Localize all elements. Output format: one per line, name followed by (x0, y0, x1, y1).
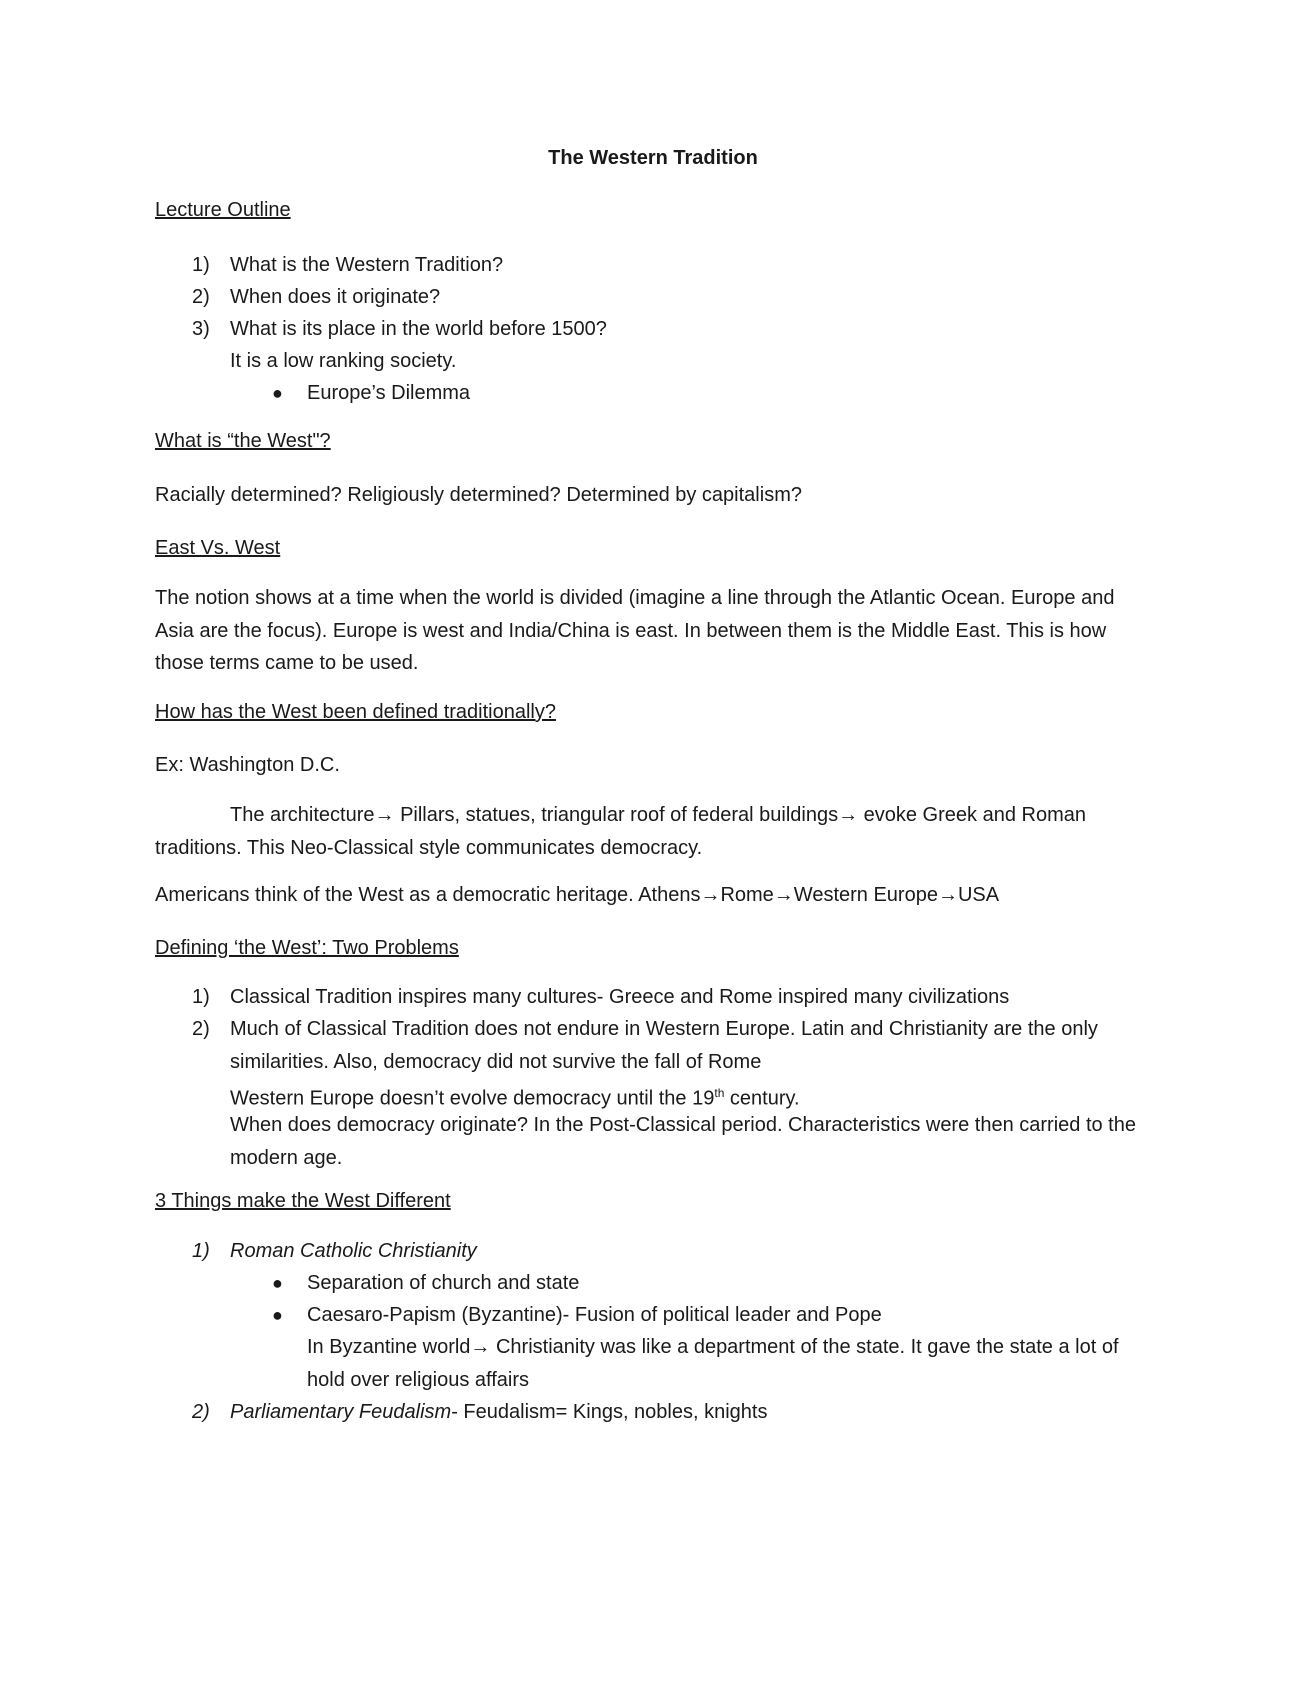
what-is-west-heading: What is “the West"? (155, 430, 331, 452)
list-number: 2) (192, 286, 210, 308)
continuation-text: century. (724, 1087, 800, 1110)
east-vs-west-text: The notion shows at a time when the world is divided (imagine a line through the Atlantic Ocean. Europe and Asia are the focus). Europe is west and India/China is east. In between them is the Middle East. This is how those terms came to be used. (155, 587, 1115, 674)
east-vs-west-heading: East Vs. West (155, 537, 281, 559)
list-text (230, 1396, 767, 1429)
list-text: Roman Catholic Christianity (230, 1240, 477, 1262)
list-text: When does it originate? (230, 286, 441, 308)
list-continuation: When does democracy originate? In the Post-Classical period. Characteristics were then carried to the modern age. (230, 1114, 1136, 1169)
architecture-text: The architecture→ Pillars, statues, triangular roof of federal buildings→ evoke Greek and Roman traditions. This Neo-Classical style communicates democracy. (155, 804, 1086, 859)
continuation-text: It is a low ranking society. (230, 350, 457, 372)
what-is-west-text: Racially determined? Religiously determined? Determined by capitalism? (155, 484, 802, 506)
list-number: 1) (192, 1240, 210, 1262)
americans-text: Americans think of the West as a democratic heritage. Athens→Rome→Western Europe→USA (155, 884, 1000, 906)
two-problems-heading: Defining ‘the West’: Two Problems (155, 937, 459, 959)
bullet-continuation: In Byzantine world→ Christianity was like a department of the state. It gave the state a lot of hold over religious affairs (307, 1336, 1119, 1391)
list-number: 2) (192, 1018, 210, 1040)
list-number: 1) (192, 254, 210, 276)
lecture-outline-heading: Lecture Outline (155, 199, 291, 221)
list-number: 2) (192, 1401, 210, 1423)
superscript: th (714, 1086, 725, 1100)
document-title: The Western Tradition (548, 147, 758, 169)
list-text: What is its place in the world before 1500? (230, 318, 607, 340)
list-definition: - Feudalism= Kings, nobles, knights (451, 1401, 768, 1423)
bullet-text: Caesaro-Papism (Byzantine)- Fusion of political leader and Pope (307, 1304, 882, 1326)
bullet-icon: ● (272, 1273, 283, 1293)
list-text: Much of Classical Tradition does not endure in Western Europe. Latin and Christianity are the only similarities. Also, democracy did not survive the fall of Rome (230, 1018, 1098, 1073)
defined-traditionally-heading: How has the West been defined traditionally? (155, 701, 556, 723)
list-text: Classical Tradition inspires many cultures- Greece and Rome inspired many civilizations (230, 986, 1010, 1008)
list-number: 3) (192, 318, 210, 340)
continuation-text: Western Europe doesn’t evolve democracy until the 19 (230, 1087, 715, 1110)
list-text: What is the Western Tradition? (230, 254, 504, 276)
bullet-icon: ● (272, 1305, 283, 1325)
bullet-text: Europe’s Dilemma (307, 382, 471, 404)
example-text: Ex: Washington D.C. (155, 754, 340, 776)
list-term: Parliamentary Feudalism (230, 1401, 452, 1423)
bullet-icon: ● (272, 383, 283, 403)
bullet-text: Separation of church and state (307, 1272, 580, 1294)
three-things-heading: 3 Things make the West Different (155, 1190, 451, 1212)
list-number: 1) (192, 986, 210, 1008)
